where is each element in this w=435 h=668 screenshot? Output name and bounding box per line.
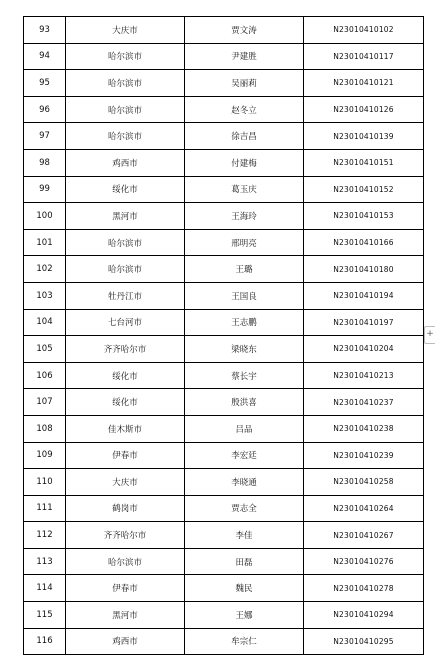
table-row xyxy=(24,309,424,336)
cell-city: 绥化市 xyxy=(66,176,185,203)
cell-city: 哈尔滨市 xyxy=(66,43,185,70)
cell-certificate-id: N23010410121 xyxy=(304,70,424,97)
cell-number: 108 xyxy=(24,415,66,442)
cell-city: 哈尔滨市 xyxy=(66,548,185,575)
cell-certificate-id: N23010410258 xyxy=(304,469,424,496)
table-row xyxy=(24,70,424,97)
table-row xyxy=(24,123,424,150)
cell-person-name: 蔡长宇 xyxy=(185,362,304,389)
cell-number: 116 xyxy=(24,628,66,655)
cell-person-name: 李佳 xyxy=(185,522,304,549)
cell-person-name: 王国良 xyxy=(185,282,304,309)
cell-person-name: 李宏廷 xyxy=(185,442,304,469)
cell-person-name: 贾志全 xyxy=(185,495,304,522)
cell-person-name: 牟宗仁 xyxy=(185,628,304,655)
cell-person-name: 赵冬立 xyxy=(185,96,304,123)
cell-city: 鸡西市 xyxy=(66,628,185,655)
table-row xyxy=(24,575,424,602)
cell-city: 大庆市 xyxy=(66,469,185,496)
table-row xyxy=(24,389,424,416)
cell-city: 佳木斯市 xyxy=(66,415,185,442)
table-row xyxy=(24,469,424,496)
cell-person-name: 王海玲 xyxy=(185,203,304,230)
cell-number: 106 xyxy=(24,362,66,389)
cell-certificate-id: N23010410204 xyxy=(304,336,424,363)
cell-certificate-id: N23010410166 xyxy=(304,229,424,256)
cell-city: 哈尔滨市 xyxy=(66,70,185,97)
cell-person-name: 梁晓东 xyxy=(185,336,304,363)
cell-city: 伊春市 xyxy=(66,575,185,602)
table-row xyxy=(24,602,424,629)
cell-number: 98 xyxy=(24,149,66,176)
cell-number: 104 xyxy=(24,309,66,336)
cell-city: 伊春市 xyxy=(66,442,185,469)
cell-number: 109 xyxy=(24,442,66,469)
cell-person-name: 殷洪喜 xyxy=(185,389,304,416)
cell-number: 99 xyxy=(24,176,66,203)
cell-city: 哈尔滨市 xyxy=(66,96,185,123)
cell-person-name: 王娜 xyxy=(185,602,304,629)
cell-certificate-id: N23010410237 xyxy=(304,389,424,416)
roster-table xyxy=(23,16,424,655)
cell-certificate-id: N23010410102 xyxy=(304,17,424,44)
table-row xyxy=(24,362,424,389)
table-row xyxy=(24,256,424,283)
cell-person-name: 尹建胜 xyxy=(185,43,304,70)
cell-number: 107 xyxy=(24,389,66,416)
cell-certificate-id: N23010410295 xyxy=(304,628,424,655)
table-row xyxy=(24,149,424,176)
cell-city: 哈尔滨市 xyxy=(66,123,185,150)
plus-icon: + xyxy=(426,329,434,339)
cell-person-name: 王璐 xyxy=(185,256,304,283)
cell-number: 111 xyxy=(24,495,66,522)
cell-number: 96 xyxy=(24,96,66,123)
cell-certificate-id: N23010410139 xyxy=(304,123,424,150)
cell-certificate-id: N23010410238 xyxy=(304,415,424,442)
cell-certificate-id: N23010410117 xyxy=(304,43,424,70)
cell-person-name: 贾文涛 xyxy=(185,17,304,44)
cell-number: 103 xyxy=(24,282,66,309)
cell-person-name: 付建梅 xyxy=(185,149,304,176)
table-row xyxy=(24,336,424,363)
table-row xyxy=(24,522,424,549)
cell-city: 鸡西市 xyxy=(66,149,185,176)
table-row xyxy=(24,548,424,575)
cell-number: 102 xyxy=(24,256,66,283)
cell-number: 112 xyxy=(24,522,66,549)
table-row xyxy=(24,495,424,522)
cell-city: 牡丹江市 xyxy=(66,282,185,309)
cell-number: 95 xyxy=(24,70,66,97)
table-row xyxy=(24,203,424,230)
roster-table-body xyxy=(24,17,424,655)
table-row xyxy=(24,442,424,469)
cell-number: 93 xyxy=(24,17,66,44)
cell-certificate-id: N23010410267 xyxy=(304,522,424,549)
cell-certificate-id: N23010410278 xyxy=(304,575,424,602)
table-row xyxy=(24,17,424,44)
cell-number: 101 xyxy=(24,229,66,256)
cell-city: 鹤岗市 xyxy=(66,495,185,522)
cell-person-name: 邢明亮 xyxy=(185,229,304,256)
cell-number: 97 xyxy=(24,123,66,150)
cell-certificate-id: N23010410194 xyxy=(304,282,424,309)
table-row xyxy=(24,415,424,442)
cell-city: 大庆市 xyxy=(66,17,185,44)
cell-certificate-id: N23010410197 xyxy=(304,309,424,336)
cell-person-name: 田磊 xyxy=(185,548,304,575)
cell-number: 115 xyxy=(24,602,66,629)
cell-certificate-id: N23010410153 xyxy=(304,203,424,230)
cell-person-name: 徐吉昌 xyxy=(185,123,304,150)
cell-person-name: 魏民 xyxy=(185,575,304,602)
cell-certificate-id: N23010410264 xyxy=(304,495,424,522)
cell-city: 黑河市 xyxy=(66,203,185,230)
cell-city: 齐齐哈尔市 xyxy=(66,522,185,549)
cell-certificate-id: N23010410126 xyxy=(304,96,424,123)
table-row xyxy=(24,43,424,70)
cell-certificate-id: N23010410152 xyxy=(304,176,424,203)
cell-person-name: 吕品 xyxy=(185,415,304,442)
cell-city: 黑河市 xyxy=(66,602,185,629)
table-row xyxy=(24,229,424,256)
cell-number: 94 xyxy=(24,43,66,70)
add-column-handle[interactable] xyxy=(424,326,435,344)
cell-person-name: 王志鹏 xyxy=(185,309,304,336)
table-row xyxy=(24,282,424,309)
cell-city: 哈尔滨市 xyxy=(66,229,185,256)
cell-person-name: 葛玉庆 xyxy=(185,176,304,203)
cell-certificate-id: N23010410151 xyxy=(304,149,424,176)
cell-city: 齐齐哈尔市 xyxy=(66,336,185,363)
cell-number: 105 xyxy=(24,336,66,363)
cell-certificate-id: N23010410239 xyxy=(304,442,424,469)
table-row xyxy=(24,176,424,203)
table-row xyxy=(24,96,424,123)
cell-person-name: 李晓通 xyxy=(185,469,304,496)
cell-city: 七台河市 xyxy=(66,309,185,336)
cell-person-name: 吴丽莉 xyxy=(185,70,304,97)
cell-certificate-id: N23010410276 xyxy=(304,548,424,575)
cell-number: 113 xyxy=(24,548,66,575)
cell-certificate-id: N23010410180 xyxy=(304,256,424,283)
cell-number: 110 xyxy=(24,469,66,496)
cell-number: 114 xyxy=(24,575,66,602)
cell-city: 哈尔滨市 xyxy=(66,256,185,283)
cell-city: 绥化市 xyxy=(66,362,185,389)
table-row xyxy=(24,628,424,655)
cell-certificate-id: N23010410213 xyxy=(304,362,424,389)
cell-certificate-id: N23010410294 xyxy=(304,602,424,629)
cell-city: 绥化市 xyxy=(66,389,185,416)
cell-number: 100 xyxy=(24,203,66,230)
